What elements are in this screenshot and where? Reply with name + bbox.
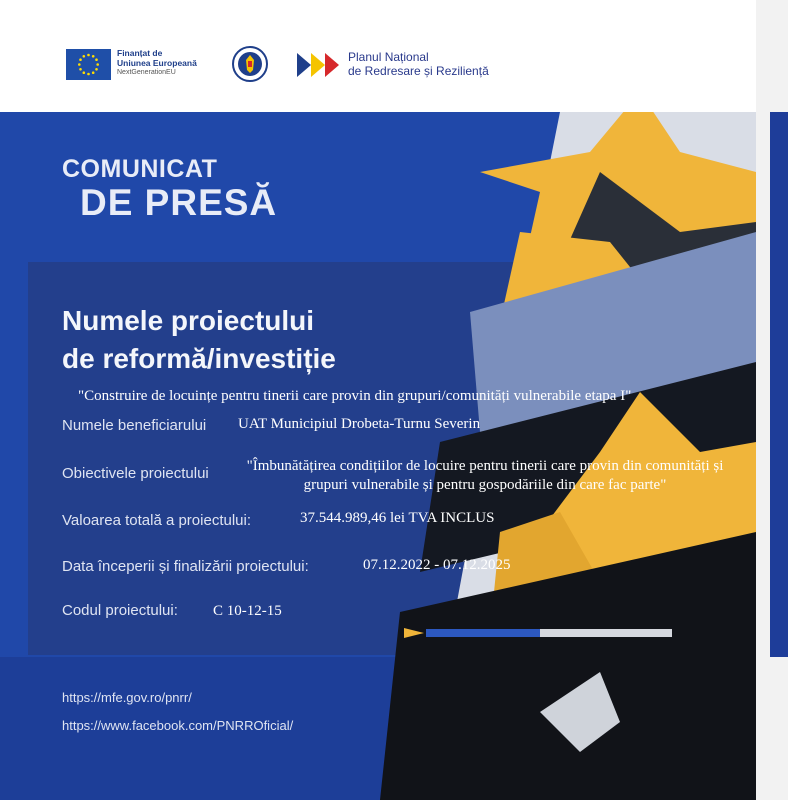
project-name-heading: [62, 302, 336, 378]
decorative-progress-bar: [404, 626, 672, 640]
pnrr-line1: Planul Național: [348, 50, 429, 64]
eu-flag-icon: [66, 49, 111, 80]
website-link[interactable]: https://mfe.gov.ro/pnrr/: [62, 690, 192, 705]
eu-funding-line2: Uniunea Europeană: [117, 58, 197, 68]
header-bar: [0, 0, 788, 112]
pnrr-line2: de Redresare și Reziliență: [348, 64, 489, 78]
project-code-label: Codul proiectului:: [62, 602, 178, 619]
dates-value: 07.12.2022 - 07.12.2025: [363, 557, 511, 573]
heading-line2: de reformă/investiție: [62, 343, 336, 374]
romanian-government-seal-icon: [232, 46, 268, 82]
press-release-banner: [0, 112, 756, 800]
pnrr-text: [348, 50, 489, 78]
title-line2: DE PRESĂ: [80, 182, 278, 223]
pnrr-logo-icon: [297, 50, 343, 80]
project-name-value: "Construire de locuințe pentru tinerii care provin din grupuri/comunități vulnerabile etapa I": [78, 388, 632, 404]
title-line1: COMUNICAT: [62, 155, 218, 183]
eu-funding-line1: Finanțat de: [117, 48, 163, 58]
eu-funding-text: [117, 48, 197, 78]
heading-line1: Numele proiectului: [62, 305, 315, 336]
eu-funding-line3: NextGenerationEU: [117, 69, 176, 76]
total-value-label: Valoarea totală a proiectului:: [62, 512, 252, 529]
objectives-value-line1: "Îmbunătățirea condițiilor de locuire pentru tinerii care provin din comunități și: [246, 458, 724, 474]
objectives-label: Obiectivele proiectului: [62, 465, 209, 482]
facebook-link[interactable]: https://www.facebook.com/PNRROficial/: [62, 718, 294, 733]
beneficiary-value: UAT Municipiul Drobeta-Turnu Severin: [238, 416, 481, 432]
objectives-value: [200, 457, 756, 495]
objectives-value-line2: grupuri vulnerabile și pentru gospodăriile din care fac parte": [303, 477, 667, 493]
beneficiary-label: Numele beneficiarului: [62, 417, 207, 434]
project-code-value: C 10-12-15: [213, 603, 282, 619]
right-edge-blue-strip: [770, 112, 788, 657]
dates-label: Data începerii și finalizării proiectului:: [62, 558, 309, 575]
total-value-value: 37.544.989,46 lei TVA INCLUS: [300, 510, 495, 526]
